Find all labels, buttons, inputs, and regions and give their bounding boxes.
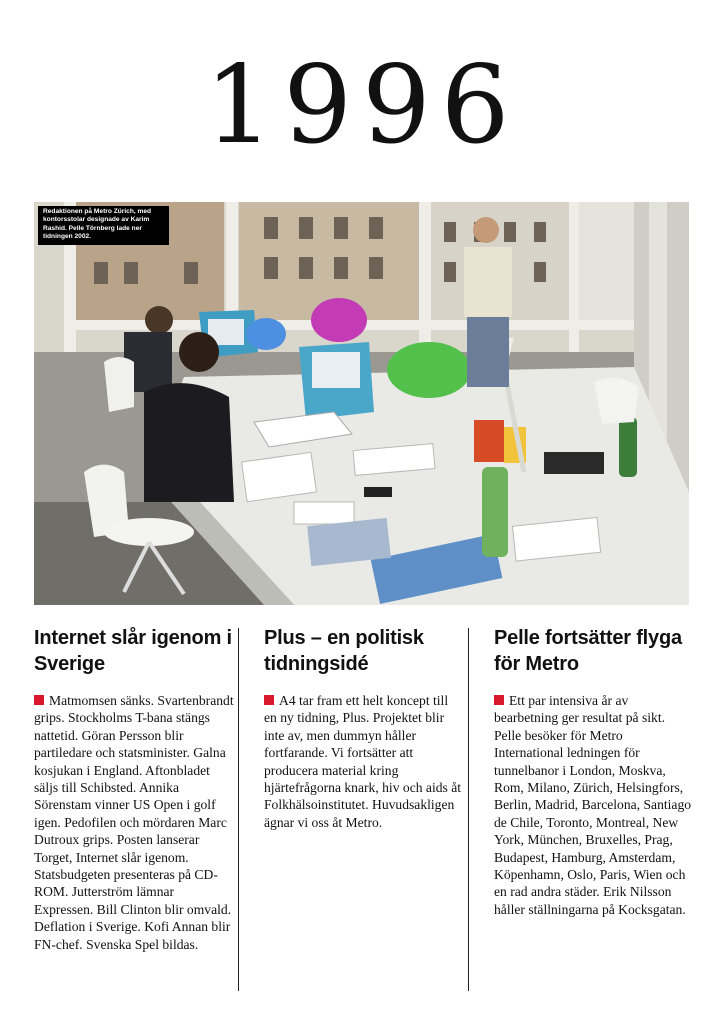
bullet-square-icon xyxy=(264,695,274,705)
office-photo-illustration xyxy=(34,202,689,605)
bullet-square-icon xyxy=(494,695,504,705)
column-body-text: A4 tar fram ett helt koncept till en ny tidning, Plus. Projektet blir inte av, men dummyn håller fortfarande. Vi fortsätter att producera material kring hjärtefrågorna knark, hiv och aids åt Folkhälsoinstitutet. Huvudsakligen ägnar vi oss åt Metro. xyxy=(264,693,462,830)
column-headline: Plus – en politisk tidningsidé xyxy=(264,627,424,675)
column-headline: Pelle fortsätter flyga för Metro xyxy=(494,627,682,675)
column-plus xyxy=(264,625,464,831)
photo-caption: Redaktionen på Metro Zürich, med kontorsstolar designade av Karim Rashid. Pelle Törnberg lade ner tidningen 2002. xyxy=(38,206,169,245)
column-body-text: Matmomsen sänks. Svartenbrandt grips. Stockholms T-bana stängs nattetid. Göran Persson blir partiledare och statsminister. Galna kosjukan i England. Aftonbladet säljs till Schibsted. Annika Sörenstam vinner US Open i golf igen. Pedofilen och mördaren Marc Dutroux grips. Posten lanserar Torget, Internet slår igenom. Statsbudgeten presenteras på CD-ROM. Jutterström lämnar Expressen. Bill Clinton blir omvald. Deflation i Sverige. Kofi Annan blir FN-chef. Svenska Spel bildas. xyxy=(34,693,234,952)
bullet-square-icon xyxy=(34,695,44,705)
column-divider xyxy=(468,628,469,991)
column-body xyxy=(264,692,464,831)
column-body-text: Ett par intensiva år av bearbetning ger resultat på sikt. Pelle besöker för Metro International ledningen för tunnelbanor i London, Moskva, Rom, Milano, Zürich, Helsingfors, Berlin, Madrid, Barcelona, Santiago de Chile, Toronto, Montreal, New York, München, Bruxelles, Prag, Budapest, Hamburg, Amsterdam, Köpenhamn, Oslo, Paris, Wien och en rad andra städer. Erik Nilsson håller ställningarna på Kocksgatan. xyxy=(494,693,692,917)
office-photo xyxy=(34,202,689,605)
page-year-heading: 1996 xyxy=(204,43,520,168)
column-body xyxy=(494,692,694,918)
column-internet xyxy=(34,625,234,953)
column-body xyxy=(34,692,234,953)
column-divider xyxy=(238,628,239,991)
column-headline: Internet slår igenom i Sverige xyxy=(34,627,232,675)
column-pelle xyxy=(494,625,694,918)
